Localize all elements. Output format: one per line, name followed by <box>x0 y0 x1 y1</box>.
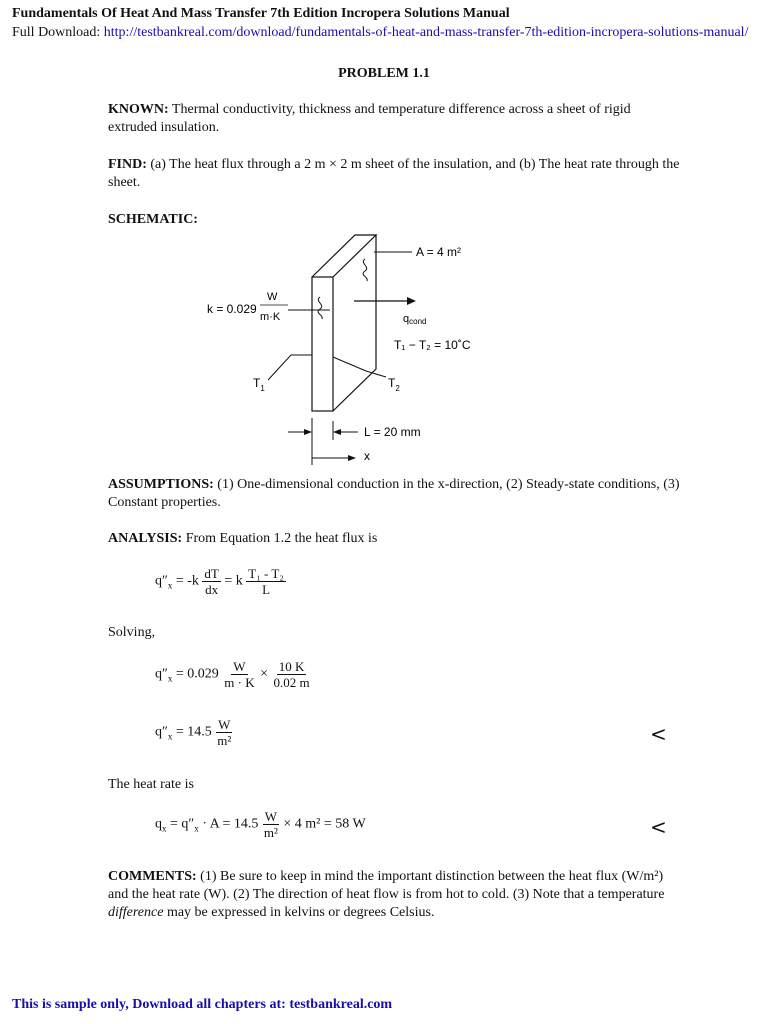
t2-leader <box>333 357 386 377</box>
t1-leader <box>268 355 312 380</box>
solving-label: Solving, <box>108 625 156 640</box>
t1-label: $T_1$ <box>253 376 265 393</box>
find-section <box>108 156 680 192</box>
slab-right-face <box>333 235 376 411</box>
known-label: KNOWN: <box>108 102 169 117</box>
schematic-diagram <box>200 225 500 470</box>
download-label: Full Download: <box>12 25 104 40</box>
download-line <box>12 25 748 41</box>
answer-mark-rate: < <box>650 815 667 839</box>
q-label: qcond <box>403 313 427 326</box>
slab-top-face <box>312 235 376 277</box>
comments-section: COMMENTS: (1) Be sure to keep in mind the important distinction between the heat flux (W/m²) and the heat rate (W). (2) The direction of heat flow is from hot to cold. (3) Note that a temperature difference may be expressed in kelvins or degrees Celsius. <box>108 869 665 920</box>
assumptions-label: ASSUMPTIONS: <box>108 477 214 492</box>
assumptions-text: (1) One-dimensional conduction in the x-direction, (2) Steady-state conditions, (3) Constant properties. <box>108 477 680 510</box>
heat-rate-text: The heat rate is <box>108 777 194 792</box>
thickness-label: L = 20 mm <box>364 425 421 439</box>
find-label: FIND: <box>108 157 147 172</box>
equation-heat-flux: $q''_x = -k$ $\frac{dT}{dx}$ = k $\frac{\text{T₁ - T₂}}{L}$ <box>155 566 284 597</box>
t2-label: $T_2$ <box>388 376 400 393</box>
assumptions-section <box>108 476 680 512</box>
break-mark-front <box>318 297 322 319</box>
known-section <box>108 101 680 137</box>
equation-substitution: $q''_x = 0.029$ $\frac{W}{m \cdot K}$ × $\frac{10 K}{0.02 m}$ <box>155 659 310 690</box>
x-label: x <box>364 449 370 463</box>
document-title: Fundamentals Of Heat And Mass Transfer 7th Edition Incropera Solutions Manual <box>12 6 510 21</box>
analysis-text: From Equation 1.2 the heat flux is <box>185 531 378 546</box>
comments-label: COMMENTS: <box>108 869 197 884</box>
equation-heat-rate: $q_x = q''_x \cdot A = 14.5$ $\frac{W}{\text{m²}}$ × 4 m² = 58 W <box>155 809 366 840</box>
find-text: (a) The heat flux through a 2 m × 2 m sheet of the insulation, and (b) The heat rate through the sheet. <box>108 157 680 190</box>
download-link[interactable]: http://testbankreal.com/download/fundamentals-of-heat-and-mass-transfer-7th-edition-incropera-solutions-manual/ <box>103 25 749 40</box>
footer-notice[interactable]: This is sample only, Download all chapters at: testbankreal.com <box>12 997 393 1012</box>
problem-title: PROBLEM 1.1 <box>338 66 430 81</box>
slab-front-face <box>312 277 333 411</box>
k-unit-den: m·K <box>260 311 281 323</box>
break-mark-top <box>363 259 367 281</box>
equation-flux-result: $q''_x = 14.5$ $\frac{W}{\text{m²}}$ <box>155 717 232 748</box>
known-text: Thermal conductivity, thickness and temperature difference across a sheet of rigid extruded insulation. <box>108 102 631 135</box>
schematic-label: SCHEMATIC: <box>108 212 198 227</box>
analysis-section <box>108 530 680 548</box>
analysis-label: ANALYSIS: <box>108 531 183 546</box>
dT-label: T₁ − T₂ = 10˚C <box>394 338 471 352</box>
answer-mark-flux: < <box>650 722 667 746</box>
k-label: k = 0.029 <box>207 302 257 316</box>
k-unit-num: W <box>267 291 278 303</box>
area-label: A = 4 m² <box>416 245 462 259</box>
